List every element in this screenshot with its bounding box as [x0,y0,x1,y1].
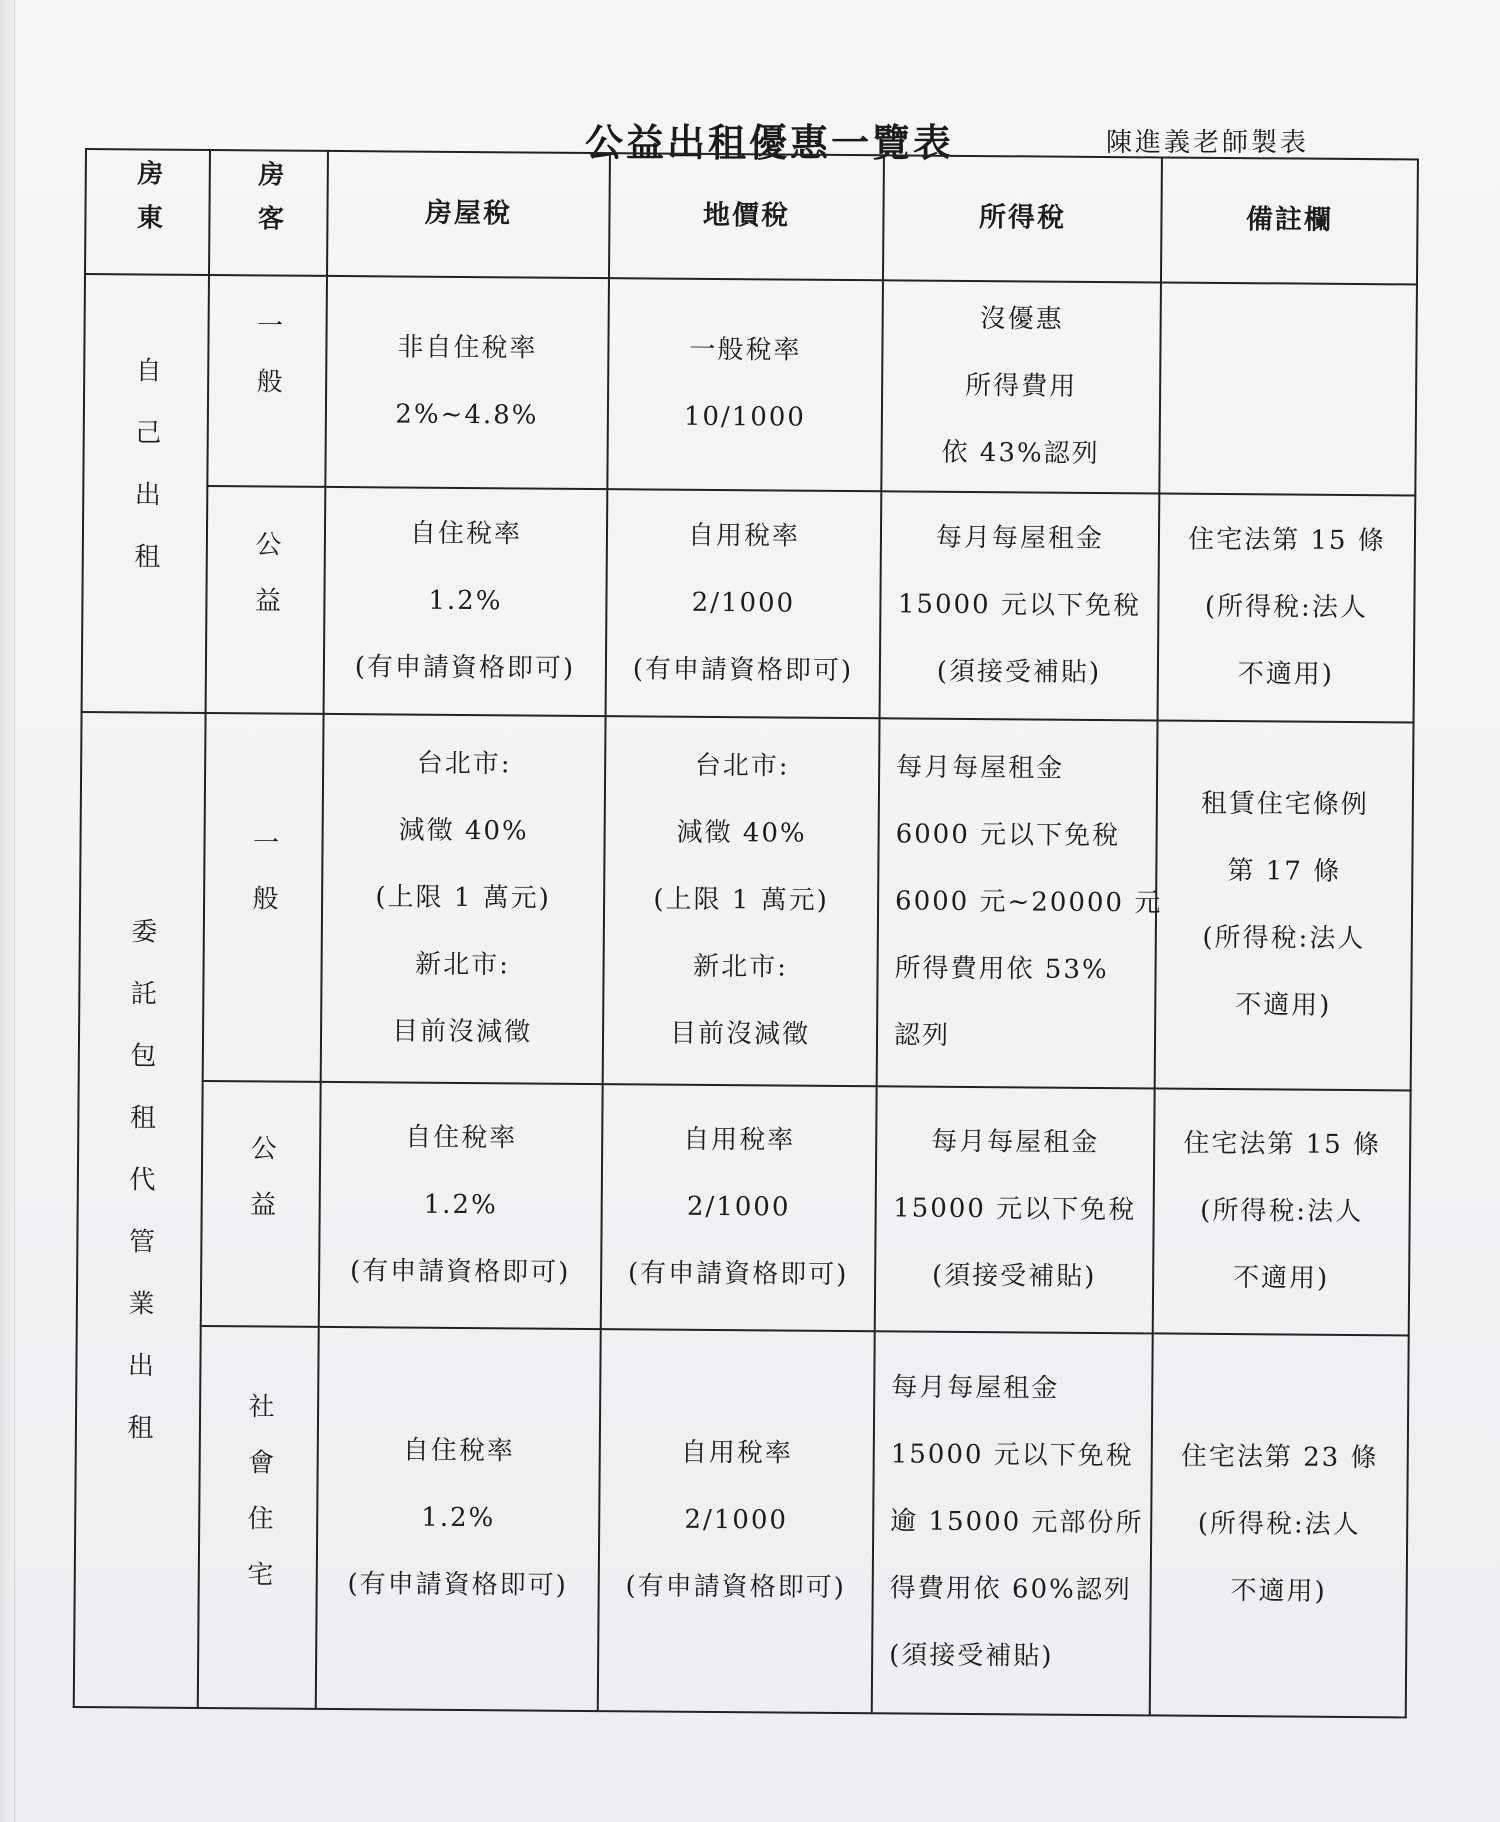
header-land-tax: 地價稅 [609,153,884,280]
house-tax-cell: 台北市: 減徵 40% (上限 1 萬元) 新北市: 目前沒減徵 [321,714,606,1084]
group-agency-rental: 委託包租代管業出租 [74,712,206,1708]
house-tax-cell: 自住稅率 1.2% (有申請資格即可) [324,487,608,716]
header-tenant: 房客 [209,150,328,276]
land-tax-cell: 台北市: 減徵 40% (上限 1 萬元) 新北市: 目前沒減徵 [603,716,880,1086]
table-row [79,712,1414,1090]
land-tax-cell: 自用稅率 2/1000 (有申請資格即可) [601,1084,877,1331]
income-tax-cell: 每月每屋租金 15000 元以下免稅 (須接受補貼) [880,491,1160,720]
house-tax-cell: 自住稅率 1.2% (有申請資格即可) [316,1327,601,1711]
land-tax-cell: 自用稅率 2/1000 (有申請資格即可) [606,489,882,718]
header-landlord: 房東 [85,149,210,275]
income-tax-cell: 每月每屋租金 15000 元以下免稅 (須接受補貼) [875,1086,1155,1333]
remarks-cell: 住宅法第 15 條 (所得稅:法人 不適用) [1158,493,1416,722]
house-tax-cell: 非自住稅率 2%~4.8% [325,276,609,489]
table-row [82,485,1416,723]
income-tax-cell: 每月每屋租金 15000 元以下免稅 逾 15000 元部份所 得費用依 60%認列 (須接受補貼) [872,1331,1153,1715]
discount-table [73,148,1419,1718]
remarks-cell: 住宅法第 23 條 (所得稅:法人 不適用) [1150,1333,1409,1717]
land-tax-cell: 一般稅率 10/1000 [607,278,883,491]
tenant-cell: 社會住宅 [198,1326,319,1709]
table-row [83,274,1417,496]
header-income-tax: 所得稅 [883,155,1162,282]
document-author: 陳進義老師製表 [1106,128,1310,158]
header-remarks: 備註欄 [1161,157,1418,284]
tenant-cell: 公益 [201,1081,321,1327]
remarks-cell [1159,282,1417,495]
tenant-cell: 公益 [206,486,326,714]
header-house-tax: 房屋稅 [327,151,610,278]
document-title: 公益出租優惠一覽表 [585,120,955,165]
group-self-rental: 自己出租 [82,274,209,713]
land-tax-cell: 自用稅率 2/1000 (有申請資格即可) [598,1329,875,1713]
remarks-cell: 租賃住宅條例 第 17 條 (所得稅:法人 不適用) [1155,720,1414,1090]
remarks-cell: 住宅法第 15 條 (所得稅:法人 不適用) [1153,1088,1411,1335]
tenant-cell: 一般 [207,275,327,487]
table-row [74,1325,1409,1717]
table-row [77,1080,1411,1336]
income-tax-cell: 沒優惠 所得費用 依 43%認列 [881,280,1161,493]
house-tax-cell: 自住稅率 1.2% (有申請資格即可) [319,1082,603,1329]
income-tax-cell: 每月每屋租金 6000 元以下免稅 6000 元~20000 元 所得費用依 53% 認列 [877,718,1158,1088]
header-row [85,149,1418,284]
underlying-sheet-edge [0,0,15,1822]
table-container [73,148,1417,1718]
tenant-cell: 一般 [203,713,324,1082]
